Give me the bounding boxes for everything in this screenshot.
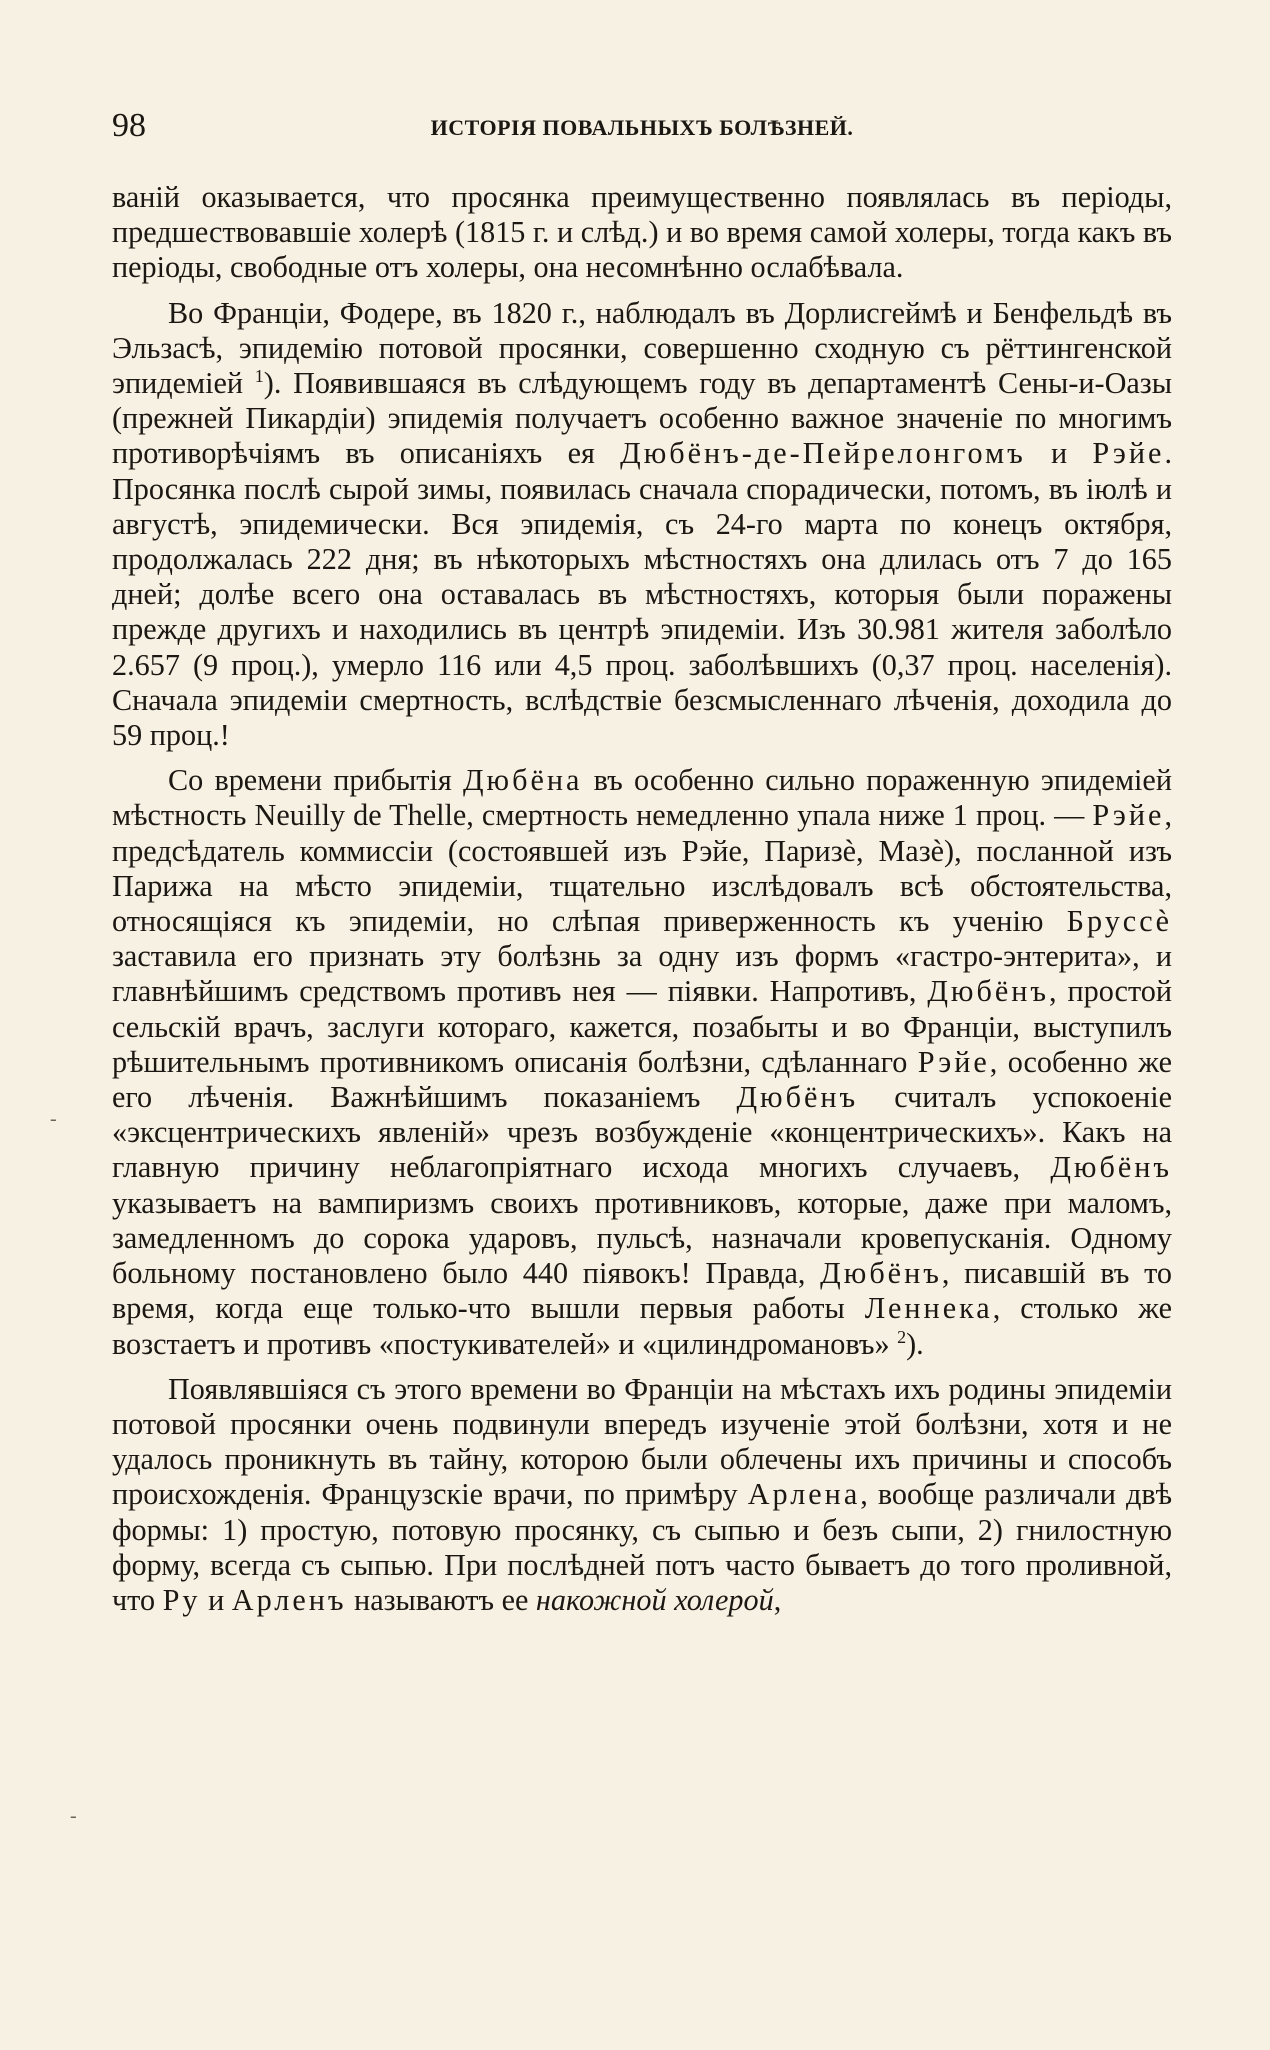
- margin-dash-mark: -: [70, 1805, 77, 1827]
- paragraph-2: [112, 296, 1172, 754]
- text-run: , писавшій въ то время, когда еще только-что вышли первыя работы: [112, 1256, 1172, 1326]
- author-name: Дюбёнъ: [820, 1256, 942, 1291]
- emphasized-term: накожной холерой: [535, 1582, 774, 1617]
- author-name: Бруссè: [1066, 904, 1172, 939]
- text-run: въ особенно сильно пораженную эпидеміей мѣстность Neuilly de Thelle, смертность немедленно упала ниже 1 проц. —: [112, 763, 1172, 833]
- author-name: Дюбёнъ: [1050, 1150, 1172, 1185]
- text-run: Во Франціи, Фодере, въ 1820 г., наблюдалъ въ Дорлисгеймѣ и Бенфельдѣ въ Эльзасѣ, эпидемію потовой просянки, совершенно сходную съ рёттингенской эпидеміей: [112, 295, 1172, 401]
- paragraph-1: [112, 180, 1172, 286]
- author-name: Рэйе: [1092, 436, 1165, 471]
- footnote-ref-2: 2: [897, 1326, 907, 1347]
- text-run: , столько же возстаетъ и противъ «постукивателей» и «цилиндромановъ»: [112, 1291, 1172, 1361]
- text-run: ваній оказывается, что просянка преимущественно появлялась въ періоды, предшествовавшіе холерѣ (1815 г. и слѣд.) и во время самой холеры, тогда какъ въ періоды, свободные отъ холеры, она несомнѣнно ослабѣвала.: [112, 180, 1172, 285]
- text-run: называютъ ее: [346, 1582, 536, 1617]
- page-header: [112, 104, 1172, 148]
- paragraph-3: [112, 763, 1172, 1361]
- text-run: и: [1025, 436, 1093, 471]
- text-run: считалъ успокоеніе «эксцентрическихъ явленій» чрезъ возбужденіе «концентрическихъ». Какъ на главную причину неблагопріятнаго исхода многихъ случаевъ,: [112, 1080, 1172, 1185]
- text-run: ).: [906, 1326, 924, 1361]
- text-run: заставила его признать эту болѣзнь за одну изъ формъ «гастро-энтерита», и главнѣйшимъ средствомъ противъ нея — піявки. Напротивъ,: [112, 939, 1172, 1009]
- text-run: , простой сельскій врачъ, заслуги котораго, кажется, позабыты и во Франціи, выступилъ рѣшительнымъ противникомъ описанія болѣзни, сдѣланнаго: [112, 974, 1172, 1079]
- author-name: Дюбёнъ: [927, 974, 1049, 1009]
- author-name: Арленъ: [231, 1582, 347, 1617]
- author-name: Арлена: [747, 1477, 861, 1512]
- author-name: Дюбёнъ: [736, 1080, 859, 1115]
- text-run: ). Появившаяся въ слѣдующемъ году въ департаментѣ Сены-и-Оазы (прежней Пикардіи) эпидемія получаетъ особенно важное значеніе по многимъ противорѣчіямъ въ описаніяхъ ея: [112, 366, 1172, 471]
- author-name: Леннека: [864, 1291, 993, 1326]
- text-run: . Просянка послѣ сырой зимы, появилась сначала спорадически, потомъ, въ іюлѣ и августѣ, эпидемически. Вся эпидемія, съ 24-го марта по конецъ октября, продолжалась 222 дня; въ нѣкоторыхъ мѣстностяхъ она длилась отъ 7 до 165 дней; долѣе всего она оставалась въ мѣстностяхъ, которыя были поражены прежде другихъ и находились въ центрѣ эпидеміи. Изъ 30.981 жителя заболѣло 2.657 (9 проц.), умерло 116 или 4,5 проц. заболѣвшихъ (0,37 проц. населенія). Сначала эпидеміи смертность, вслѣдствіе безсмысленнаго лѣченія, доходила до 59 проц.!: [112, 436, 1172, 753]
- author-name: Дюбёна: [462, 763, 583, 798]
- margin-dash-mark: -: [50, 1108, 57, 1130]
- text-run: , особенно же его лѣченія. Важнѣйшимъ показаніемъ: [112, 1044, 1172, 1115]
- author-name: Ру: [162, 1582, 201, 1617]
- text-run: ,: [773, 1582, 782, 1617]
- text-run: , вообще различали двѣ формы: 1) простую, потовую просянку, съ сыпью и безъ сыпи, 2) гнилостную форму, всегда съ сыпью. При послѣдней потъ часто бываетъ до того проливной, что: [112, 1477, 1172, 1617]
- text-run: , предсѣдатель коммиссіи (состоявшей изъ Рэйе, Паризè, Мазè), посланной изъ Парижа на мѣсто эпидеміи, тщательно изслѣдовалъ всѣ обстоятельства, относящіяся къ эпидеміи, но слѣпая приверженность къ ученію: [112, 798, 1172, 939]
- text-run: и: [200, 1582, 232, 1617]
- text-run: Со времени прибытія: [168, 763, 463, 798]
- text-run: Появлявшіяся съ этого времени во Франціи на мѣстахъ ихъ родины эпидеміи потовой просянки очень подвинули впередъ изученіе этой болѣзни, хотя и не удалось проникнуть въ тайну, которою были облечены ихъ причины и способъ происхожденія. Французскіе врачи, по примѣру: [112, 1371, 1172, 1512]
- body-text: [112, 180, 1172, 1628]
- running-title: ИСТОРІЯ ПОВАЛЬНЫХЪ БОЛѢЗНЕЙ.: [430, 115, 854, 140]
- author-name: Рэйе: [1092, 798, 1165, 833]
- page-number: 98: [112, 107, 146, 144]
- text-run: указываетъ на вампиризмъ своихъ противниковъ, которые, даже при маломъ, замедленномъ до сорока ударовъ, пульсѣ, назначали кровепусканія. Одному больному постановлено было 440 піявокъ! Правда,: [112, 1185, 1172, 1291]
- author-name: Дюбёнъ-де-Пейрелонгомъ: [620, 436, 1026, 471]
- author-name: Рэйе: [917, 1044, 990, 1079]
- footnote-ref-1: 1: [254, 365, 264, 386]
- paragraph-4: [112, 1372, 1172, 1618]
